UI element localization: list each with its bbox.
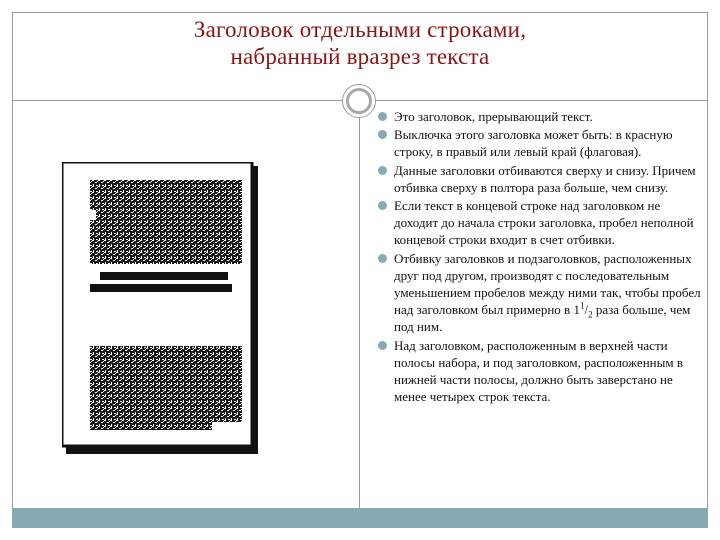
list-item [376, 126, 706, 160]
bullet-text-tail: раза больше, чем под ним. [394, 302, 691, 335]
heading-bar-1 [100, 272, 228, 280]
fraction-numerator: 1 [579, 300, 585, 311]
title-line-1: Заголовок отдельными строками, [193, 17, 527, 42]
bullet-icon [378, 341, 387, 350]
footer-bar [12, 508, 708, 528]
bullet-list [376, 108, 706, 406]
title-line-2: набранный вразрез текста [230, 44, 490, 69]
ring-ornament-icon [342, 84, 376, 118]
bullet-text: Отбивку заголовков и подзаголовков, расположенных друг под другом, производят с последовательным уменьшением пробелов между ними так, чтобы пробел над заголовком был примерно в [394, 250, 701, 318]
page-layout-illustration [62, 162, 258, 454]
bullet-icon [378, 130, 387, 139]
list-item [376, 337, 706, 406]
bullet-icon [378, 112, 387, 121]
text-gap [90, 210, 96, 220]
text-block-bottom [90, 346, 242, 430]
list-item [376, 162, 706, 196]
text-block-top [90, 180, 242, 264]
bullet-text: Выключка этого заголовка может быть: в красную строку, в правый или левый край (флаговая). [394, 127, 673, 160]
list-item [376, 197, 706, 249]
text-gap [212, 422, 242, 430]
bullet-text: Над заголовком, расположенным в верхней части полосы набора, и под заголовком, расположенным в нижней части полосы, должно быть заверстано не менее четырех строк текста. [394, 337, 683, 405]
fraction-whole: 1 [573, 302, 580, 318]
bullet-icon [378, 254, 387, 263]
list-item [376, 108, 706, 125]
fraction-denominator: 2 [588, 309, 593, 320]
heading-bar-2 [90, 284, 232, 292]
bullet-icon [378, 166, 387, 175]
slide-title [12, 16, 708, 70]
bullet-text: Данные заголовки отбиваются сверху и снизу. Причем отбивка сверху в полтора раза больше, чем снизу. [394, 162, 696, 195]
bullet-text: Если текст в концевой строке над заголовком не доходит до начала строки заголовка, пробел неполной концевой строки входит в счет отбивки. [394, 198, 694, 248]
page-layout-svg [62, 162, 258, 454]
list-item: Отбивку заголовков и подзаголовков, расположенных друг под другом, производят с последовательным уменьшением пробелов между ними так, чтобы пробел над заголовком был примерно в $1^1/_2$ раза больше, чем под ним. [376, 250, 706, 336]
bullet-icon [378, 201, 387, 210]
bullet-text: Это заголовок, прерывающий текст. [394, 109, 593, 124]
column-divider [359, 100, 360, 508]
